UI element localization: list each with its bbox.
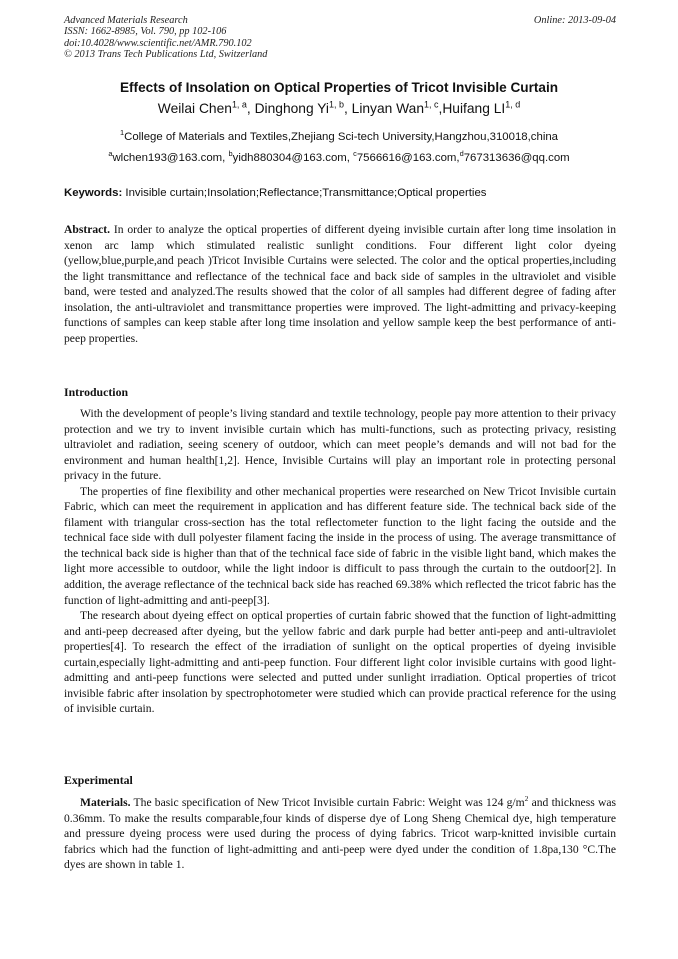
keywords — [64, 187, 616, 199]
abstract-text: In order to analyze the optical properties of different dyeing invisible curtain after long time insolation in xenon arc lamp which stimulated realistic sunlight conditions. Four different light color dyeing (yellow,blue,purple,and peach )Tricot Invisible Curtains were selected. The color and the optical properties,including the light transmittance and reflectance of the technical face and back side of samples in the ultraviolet and visible band, were tested and analyzed.The results showed that the color of all samples had different degree of fading after insolation, the anti-ultraviolet and transmittance properties were improved. The light-admitting and privacy-keeping functions of samples can keep stable after long time insolation and yellow sample keep the best performance of anti-peep properties. — [64, 223, 616, 345]
copyright: © 2013 Trans Tech Publications Ltd, Switzerland — [64, 48, 268, 60]
keywords-label: Keywords: — [64, 187, 123, 199]
author-separator: , — [438, 101, 443, 116]
online-date: Online: 2013-09-04 — [533, 15, 616, 26]
introduction-body — [64, 406, 616, 717]
email-mark: c — [353, 149, 357, 159]
section-heading-experimental: Experimental — [64, 773, 133, 787]
doi: doi:10.4028/www.scientific.net/AMR.790.102 — [64, 37, 252, 49]
email-mark: d — [459, 149, 464, 159]
keywords-text: Invisible curtain;Insolation;Reflectance;Transmittance;Optical properties — [122, 187, 487, 199]
materials-text-continued: and thickness was 0.36mm. To make the results comparable,four kinds of disperse dye of Long Sheng Chemical dye, high temperature and pressure dyeing process were used during the process of dying fabrics. Tricot warp-knitted invisible curtain fabrics which had the function of light-admitting and anti-peep were dyed under the condition of 1.8pa,130 °C.The dyes are shown in table 1. — [64, 796, 616, 872]
affiliation-text: College of Materials and Textiles,Zhejiang Sci-tech University,Hangzhou,310018,china — [124, 131, 559, 143]
issn: ISSN: 1662-8985, Vol. 790, pp 102-106 — [64, 26, 227, 38]
author-affil-mark: 1, a — [231, 99, 247, 110]
author — [352, 101, 443, 116]
paragraph: The properties of fine flexibility and other mechanical properties were researched on New Tricot Invisible curtain Fabric, which can meet the requirement in application and has different feature side. The technical back side of the filament with triangular cross-section has the total reflectometer function to the light facing the outside and the technical face side with dull polyester filament facing the inside in the process of using. The average transmittance of the technical back side is higher than that of the technical face side of fabric in the visible light band, which makes the light more accessible to outdoor, while the light indoor is difficult to pass through the curtain to the outdoor[2]. In addition, the average reflectance of the technical back side has reached 69.38% which reflected the tricot fabric has the function of light-admitting and anti-peep[3]. — [64, 484, 616, 607]
author — [255, 101, 352, 116]
author — [158, 101, 255, 116]
author-separator: , — [246, 101, 255, 116]
paragraph: The research about dyeing effect on optical properties of curtain fabric showed that the function of light-admitting and anti-peep decreased after dyeing, but the yellow fabric and dark purple had better anti-peep and anti-ultraviolet properties[4]. To research the effect of the irradiation of sunlight on the optical properties of dyeing invisible curtain,especially light-admitting and anti-peep function. Four different light color invisible curtains with good light-admitting and anti-peep functions were selected and putted under sunlight irradiation. Optical properties of tricot invisible fabric after insolation by spectrophotometer were studied which can provide practical reference for the using of invisible curtain. — [64, 609, 616, 716]
affiliation-mark: 1 — [119, 128, 125, 138]
running-header — [64, 15, 616, 60]
email-mark: a — [108, 149, 113, 159]
author-name: Huifang LI — [442, 101, 506, 116]
author-name: Linyan Wan — [351, 101, 424, 116]
paragraph: With the development of people’s living standard and textile technology, people pay more attention to their privacy protection and we try to invent invisible curtain which has multi-functions, such as protecting privacy, resisting ultraviolet and radiation, seeing scenery of outdoor, which can meet people’s demands and will not bad for the environment and human health[1,2]. Hence, Invisible Curtains will play an important role in protecting personal privacy in the future. — [64, 407, 616, 483]
abstract — [64, 222, 616, 346]
author-name: Dinghong Yi — [254, 101, 329, 116]
unit-exponent: 2 — [524, 794, 529, 804]
abstract-label: Abstract. — [64, 223, 111, 236]
materials-text: The basic specification of New Tricot Invisible curtain Fabric: Weight was 124 g/m — [130, 796, 525, 809]
journal-name: Advanced Materials Research — [64, 15, 188, 26]
author-list — [0, 101, 678, 116]
email-address[interactable]: 7566616@163.com, — [356, 152, 460, 164]
email-mark: b — [228, 149, 233, 159]
experimental-body — [64, 795, 616, 873]
author-separator: , — [343, 101, 352, 116]
subsection-label-materials: Materials. — [80, 796, 131, 809]
paper-title: Effects of Insolation on Optical Properties of Tricot Invisible Curtain — [119, 80, 559, 95]
author — [442, 101, 520, 116]
author-affil-mark: 1, d — [505, 99, 521, 110]
email-address[interactable]: 767313636@qq.com — [463, 152, 570, 164]
paragraph — [64, 795, 616, 873]
email-list — [0, 149, 678, 164]
author-name: Weilai Chen — [157, 101, 232, 116]
section-heading-introduction: Introduction — [64, 385, 129, 399]
email-address[interactable]: yidh880304@163.com, — [232, 152, 354, 164]
affiliation — [0, 128, 678, 143]
author-affil-mark: 1, b — [329, 99, 344, 110]
abstract-paragraph — [64, 222, 616, 346]
email-address[interactable]: wlchen193@163.com, — [112, 152, 229, 164]
author-affil-mark: 1, c — [424, 99, 439, 110]
